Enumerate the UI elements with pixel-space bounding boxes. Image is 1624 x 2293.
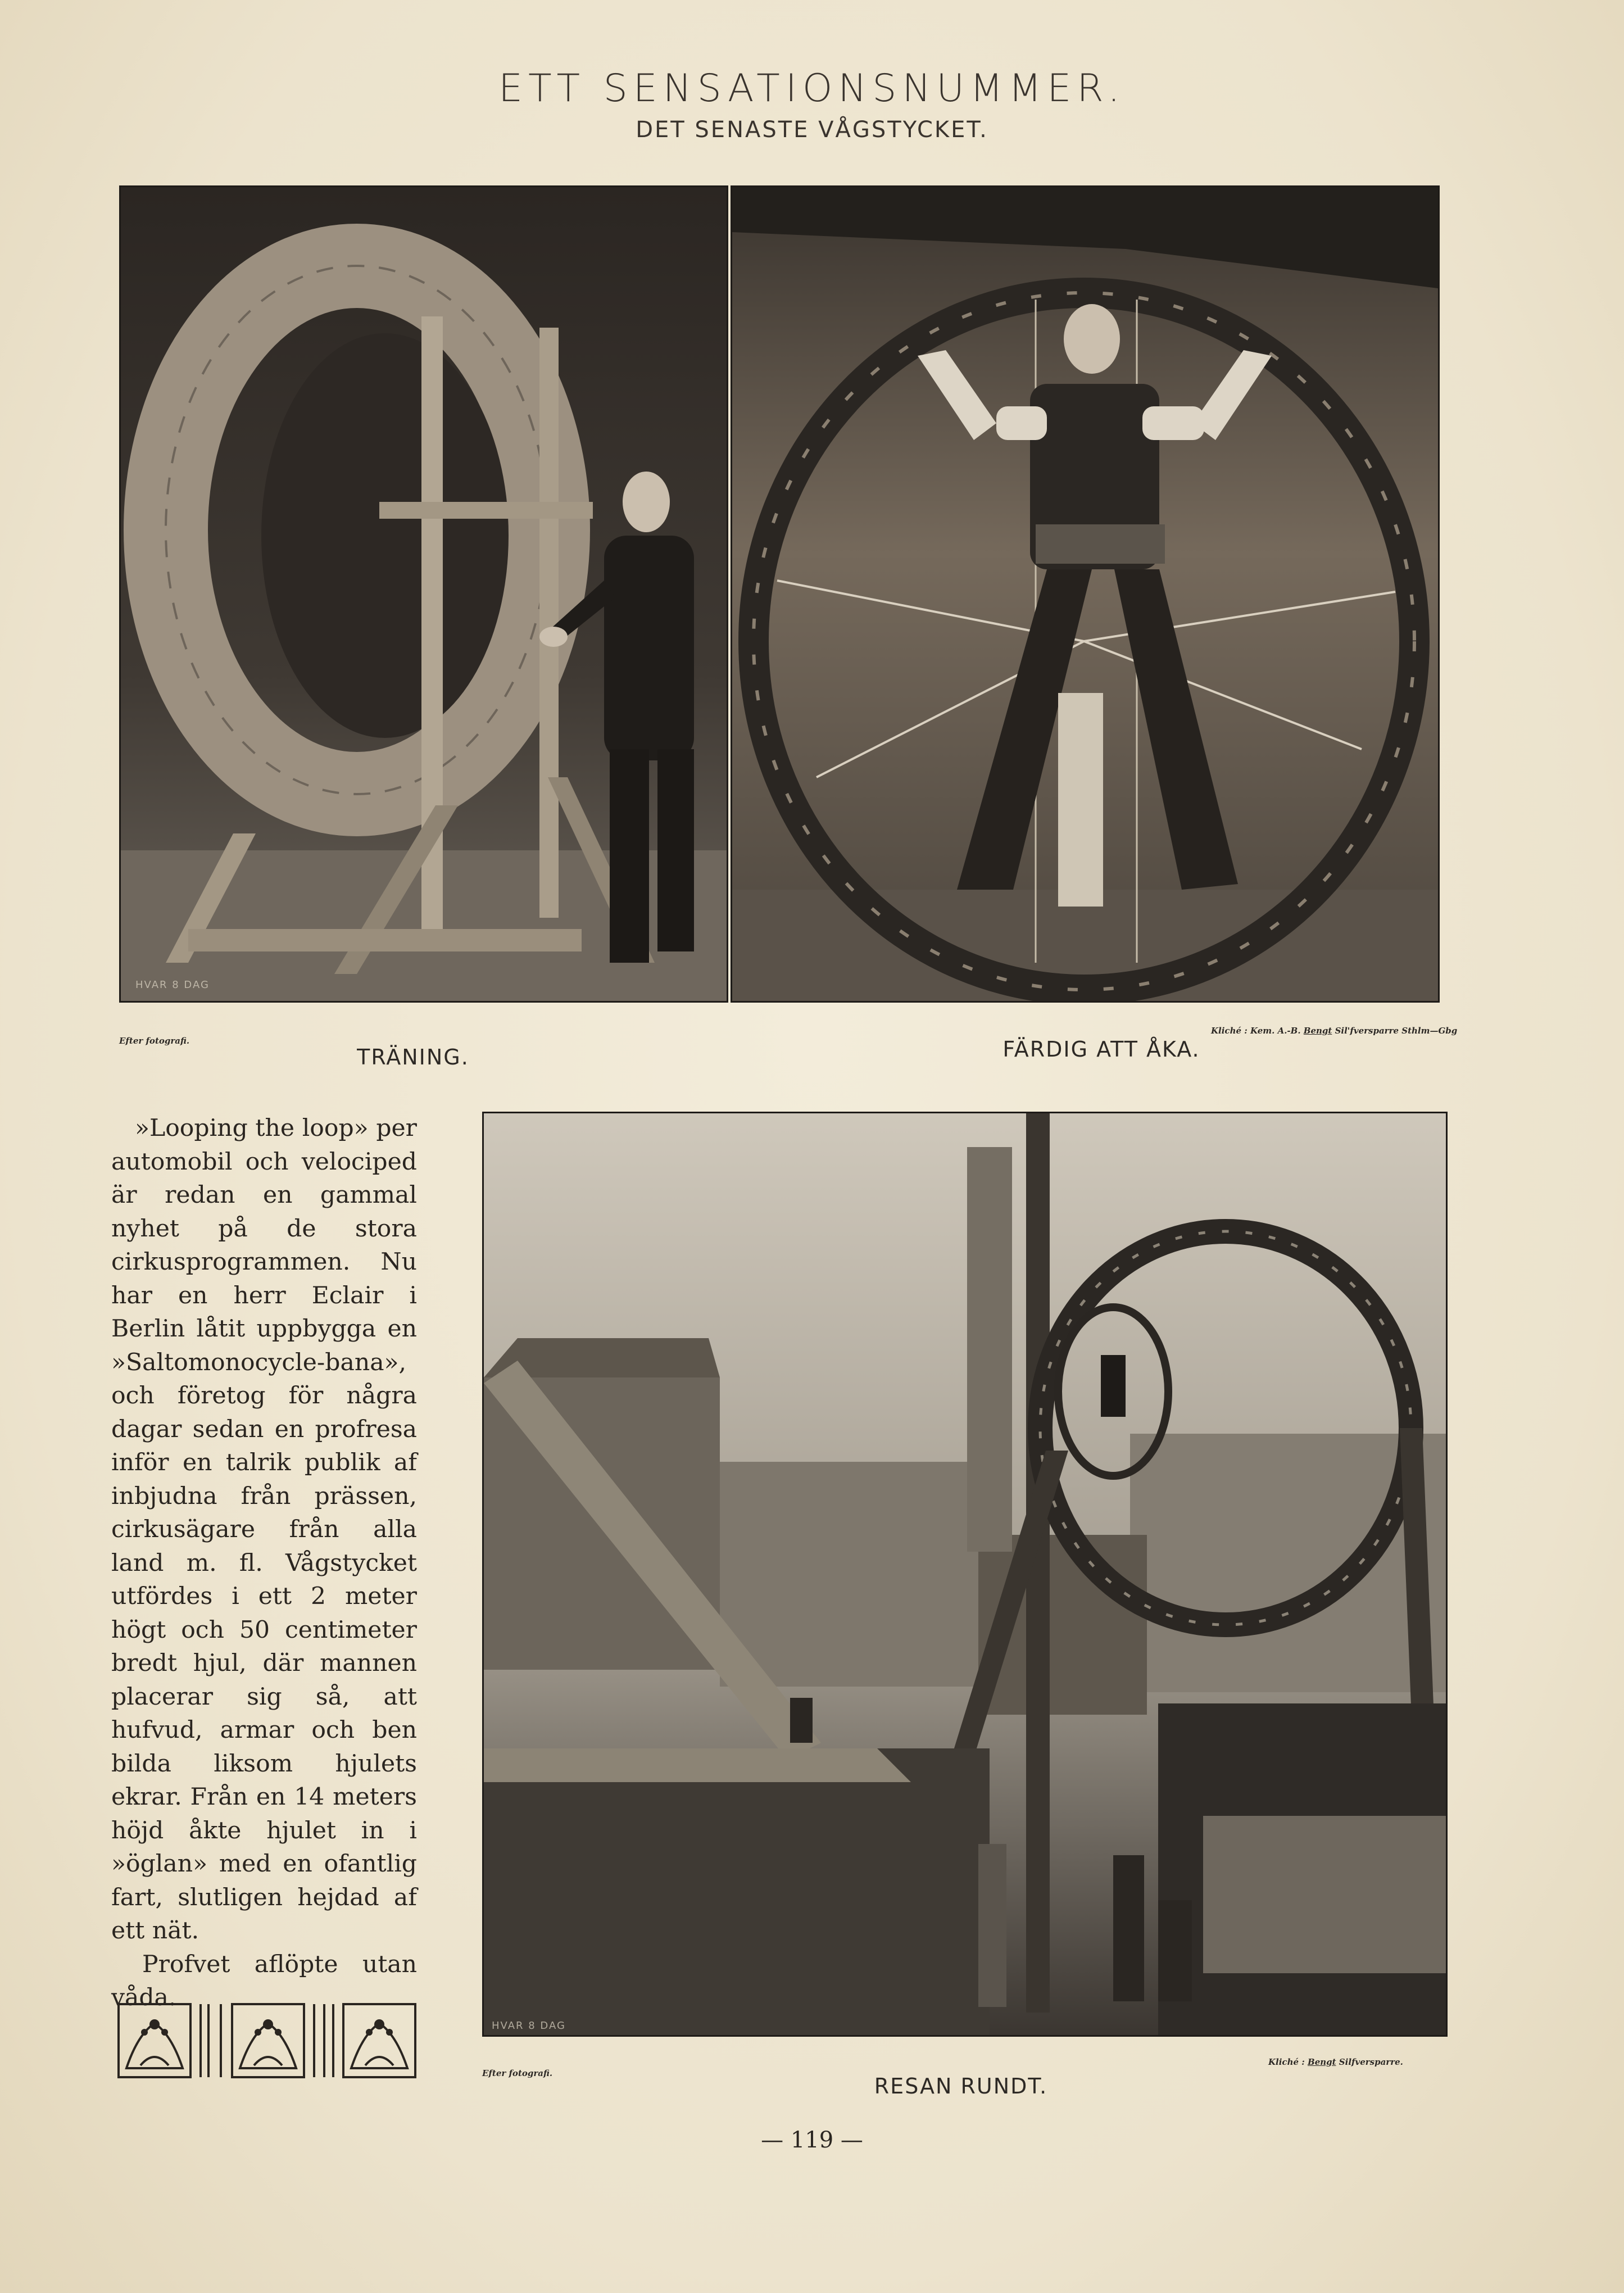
round-credit-right <box>1268 2057 1403 2067</box>
training-caption: TRÄNING. <box>357 1045 469 1070</box>
training-illustration <box>121 187 727 1001</box>
round-credit-right-suffix: Silfversparre. <box>1339 2057 1403 2067</box>
decorative-ornament <box>115 2001 419 2081</box>
round-credit-left: Efter fotografi. <box>482 2068 553 2078</box>
training-watermark: HVAR 8 DAG <box>135 979 210 991</box>
training-credit: Efter fotografi. <box>119 1036 190 1046</box>
round-illustration <box>484 1113 1446 2035</box>
ready-credit-name: Bengt <box>1303 1026 1332 1036</box>
photo-training <box>119 185 728 1003</box>
photo-ride-around <box>482 1112 1448 2037</box>
ready-credit-prefix: Kliché : Kem. A.-B. <box>1211 1026 1301 1036</box>
article-paragraph-2: Profvet aflöpte utan våda. <box>111 1950 417 2011</box>
page-number: — 119 — <box>761 2127 863 2153</box>
article-paragraph-1: »Looping the loop» per automobil och velociped är redan en gammal nyhet på de stora cirkusprogrammen. Nu har en herr Eclair i Berlin låtit uppbygga en »Saltomonocycle-bana», och företog för några dagar sedan en profresa inför en talrik publik af inbjudna från prässen, cirkusägare från alla land m. fl. Vågstycket utfördes i ett 2 meter högt och 50 centimeter bredt hjul, där mannen placerar sig så, att hufvud, armar och ben bilda liksom hjulets ekrar. Från en 14 meters höjd åkte hjulet in i »öglan» med en ofantlig fart, slutligen hejdad af ett nät. <box>111 1114 417 1945</box>
photo-ready-to-ride <box>731 185 1440 1003</box>
ready-illustration <box>732 187 1438 1001</box>
ready-caption: FÄRDIG ATT ÅKA. <box>1002 1037 1200 1062</box>
ready-credit-suffix: Sil'fversparre Sthlm—Gbg <box>1335 1026 1458 1036</box>
ready-credit <box>1211 1026 1457 1036</box>
page-title: ETT SENSATIONSNUMMER. <box>498 66 1126 111</box>
ornament-icon <box>115 2001 419 2081</box>
round-caption: RESAN RUNDT. <box>874 2074 1048 2099</box>
article-text <box>111 1112 417 2015</box>
round-watermark: HVAR 8 DAG <box>492 2020 566 2032</box>
round-credit-right-name: Bengt <box>1308 2057 1336 2067</box>
page-subtitle: DET SENASTE VÅGSTYCKET. <box>636 117 988 143</box>
round-credit-right-prefix: Kliché : <box>1268 2057 1305 2067</box>
